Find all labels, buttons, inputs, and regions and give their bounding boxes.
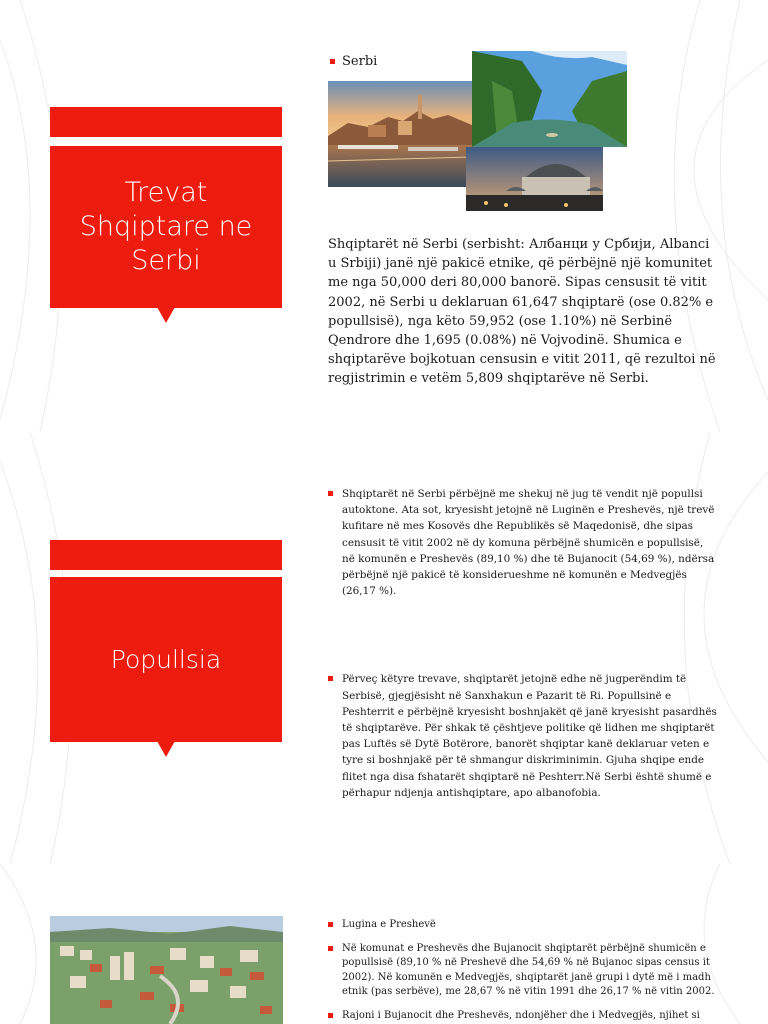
presheva-city-photo — [50, 916, 283, 1024]
title-pointer — [157, 741, 175, 757]
bullet-list — [328, 486, 718, 801]
bullet-item: Shqiptarët në Serbi përbëjnë me shekuj në jug të vendit një popullsi autoktone. Ata sot, kryesisht jetojnë në Luginën e Preshevës, një trevë kufitare në mes Kosovës dhe Republikës së Maqedonisë, dhe sipas censusit të vitit 2002 në dy komuna përbëjnë shumicën e popullsisë, në komunën e Preshevës (89,10 %) dhe të Bujanocit (54,69 %), ndërsa përbëjnë një pakicë të konsiderueshme në komunën e Medvegjës (26,17 %). — [328, 486, 718, 599]
title-pointer — [157, 307, 175, 323]
slide-title: Trevat Shqiptare ne Serbi — [50, 146, 282, 308]
intro-paragraph: Shqiptarët në Serbi (serbisht: Албанци у Србији, Albanci u Srbiji) janë një pakicë etnike, që përbëjnë një komunitet me nga 50,000 deri 80,000 banorë. Sipas censusit të vitit 2002, në Serbi u deklaruan 61,647 shqiptarë (ose 0.82% e popullsisë), nga këto 59,952 (ose 1.10%) në Serbinë Qendrore dhe 1,695 (0.08%) në Vojvodinë. Shumica e shqiptarëve bojkotuan censusin e vitit 2011, që rezultoi në regjistrimin e vetëm 5,809 shqiptarëve në Serbi. — [328, 237, 716, 387]
bullet-item: Rajoni i Bujanocit dhe Preshevës, ndonjëher dhe i Medvegjës, njihet si — [328, 1009, 718, 1024]
bullet-list — [328, 918, 718, 1024]
bullet-item: Përveç këtyre trevave, shqiptarët jetojnë edhe në jugperëndim të Serbisë, gjegjësisht në Sanxhakun e Pazarit të Ri. Popullsinë e Peshterrit e përbëjnë kryesisht boshnjakët që janë kryesisht pasardhës të shqiptarëve. Për shkak të çështjeve politike që lidhen me shqiptarët pas Luftës së Dytë Botërore, banorët shqiptar kanë deklaruar veten e tyre si boshnjakë për të shmangur diskriminimin. Gjuha shqipe ende flitet nga disa fshatarët shqiptarë në Peshterr.Në Serbi është shumë e përhapur ndjenja antishqiptare, apo albanofobia. — [328, 671, 718, 801]
bullet-item: Serbi — [330, 53, 530, 71]
slide-2 — [0, 432, 768, 864]
slide-3 — [0, 864, 768, 1024]
title-accent-bar — [50, 107, 282, 137]
bullet-item: Në komunat e Preshevës dhe Bujanocit shqiptarët përbëjnë shumicën e popullsisë (89,10 % në Preshevë dhe 54,69 % në Bujanoc sipas census it 2002). Në komunën e Medvegjës, shqiptarët janë grupi i dytë më i madh etnik (pas serbëve), me 28,67 % në vitin 1991 dhe 26,17 % në vitin 2002. — [328, 942, 718, 1000]
saint-sava-temple-photo — [466, 147, 603, 211]
danube-gorge-photo — [472, 51, 627, 147]
bullet-item: Lugina e Preshevë — [328, 918, 718, 933]
slide-1 — [0, 0, 768, 432]
title-accent-bar — [50, 540, 282, 570]
slide-title: Popullsia — [50, 577, 282, 742]
belgrade-fortress-photo — [328, 81, 472, 187]
